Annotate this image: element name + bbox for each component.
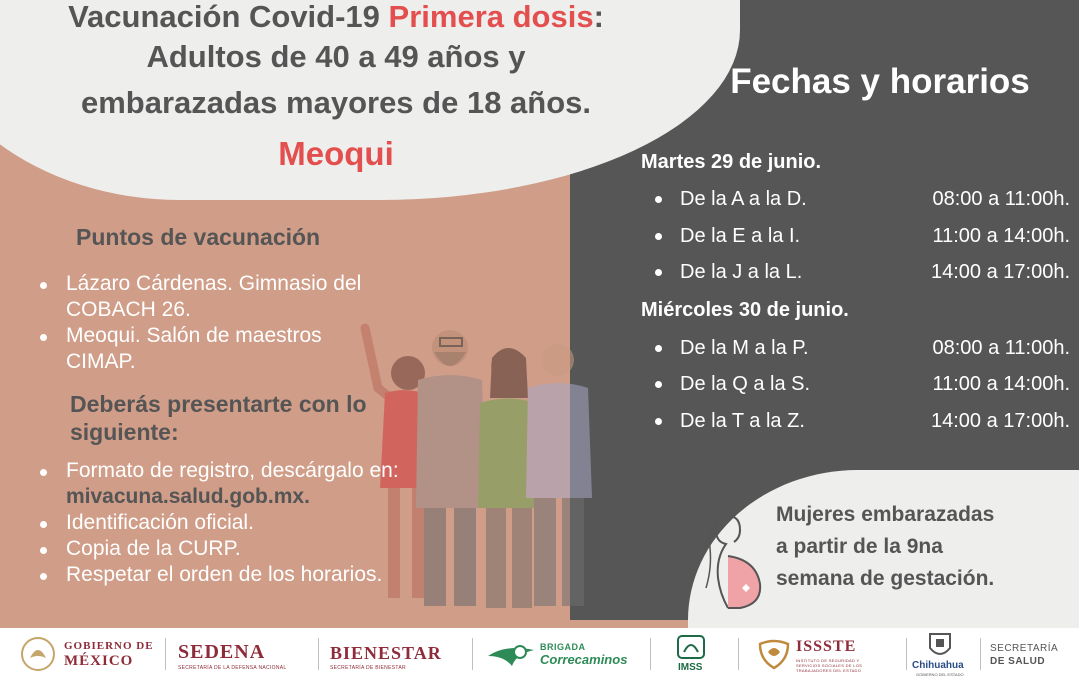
divider bbox=[318, 638, 319, 670]
bullet-icon bbox=[655, 233, 662, 240]
chihuahua-shield-icon bbox=[928, 632, 952, 660]
divider bbox=[906, 638, 907, 670]
title-place: Meoqui bbox=[278, 135, 394, 172]
bienestar-logo: BIENESTAR SECRETARÍA DE BIENESTAR bbox=[330, 643, 442, 671]
chihuahua-logo: Chihuahua GOBIERNO DEL ESTADO bbox=[912, 628, 978, 680]
brigada-correcaminos-logo: BRIGADA Correcaminos bbox=[484, 628, 644, 680]
bullet-icon bbox=[655, 269, 662, 276]
schedule-row: De la A a la D. 08:00 a 11:00h. bbox=[655, 184, 1070, 214]
list-item: Lázaro Cárdenas. Gimnasio del COBACH 26. bbox=[38, 271, 398, 323]
issste-logo: ISSSTE INSTITUTO DE SEGURIDAD Y SERVICIOS SOCIALES DE LOS TRABAJADORES DEL ESTADO bbox=[752, 628, 902, 680]
imss-logo: IMSS bbox=[668, 628, 728, 680]
title-line-1: Vacunación Covid-19 Primera dosis: bbox=[68, 0, 604, 34]
points-heading: Puntos de vacunación bbox=[76, 224, 321, 250]
title-highlight: Primera dosis bbox=[388, 0, 594, 34]
footer-logos bbox=[0, 628, 1079, 680]
schedule-row: De la J a la L. 14:00 a 17:00h. bbox=[655, 257, 1070, 287]
bullet-icon bbox=[655, 418, 662, 425]
schedule-row: De la M a la P. 08:00 a 11:00h. bbox=[655, 333, 1070, 363]
divider bbox=[472, 638, 473, 670]
pregnant-woman-icon bbox=[698, 508, 776, 618]
schedule-row: De la T a la Z. 14:00 a 17:00h. bbox=[655, 406, 1070, 436]
title-line-2: Adultos de 40 a 49 años y bbox=[146, 39, 526, 74]
roadrunner-icon bbox=[486, 642, 536, 668]
day-label-2: Miércoles 30 de junio. bbox=[641, 299, 849, 321]
issste-shield-icon bbox=[756, 638, 792, 670]
list-item: Respetar el orden de los horarios. bbox=[38, 562, 508, 588]
page-title bbox=[0, 0, 672, 182]
divider bbox=[980, 638, 981, 670]
list-item: Formato de registro, descárgalo en: mivacuna.salud.gob.mx. bbox=[38, 458, 508, 510]
gobierno-mexico-logo: GOBIERNO DE MÉXICO bbox=[12, 628, 162, 680]
divider bbox=[165, 638, 166, 670]
divider bbox=[650, 638, 651, 670]
title-line-3: embarazadas mayores de 18 años. bbox=[80, 85, 592, 120]
divider bbox=[738, 638, 739, 670]
sedena-logo: SEDENA SECRETARÍA DE LA DEFENSA NACIONAL bbox=[178, 641, 287, 671]
bullet-icon bbox=[655, 345, 662, 352]
schedule-heading: Fechas y horarios bbox=[730, 62, 1030, 101]
requirements-list bbox=[38, 458, 508, 588]
imss-eagle-icon bbox=[676, 634, 706, 660]
list-item: Meoqui. Salón de maestros CIMAP. bbox=[38, 323, 378, 375]
bullet-icon bbox=[655, 196, 662, 203]
registration-url: mivacuna.salud.gob.mx. bbox=[66, 485, 310, 508]
bullet-icon bbox=[655, 381, 662, 388]
secretaria-salud-logo: SECRETARÍA DE SALUD bbox=[990, 643, 1059, 667]
eagle-seal-icon bbox=[18, 636, 58, 672]
schedule-row: De la E a la I. 11:00 a 14:00h. bbox=[655, 221, 1070, 251]
list-item: Copia de la CURP. bbox=[38, 536, 508, 562]
list-item: Identificación oficial. bbox=[38, 510, 508, 536]
requirements-heading: Deberás presentarte con lo siguiente: bbox=[70, 391, 367, 445]
pregnancy-note: Mujeres embarazadas a partir de la 9na semana de gestación. bbox=[776, 503, 995, 590]
schedule-row: De la Q a la S. 11:00 a 14:00h. bbox=[655, 369, 1070, 399]
day-label-1: Martes 29 de junio. bbox=[641, 151, 822, 173]
